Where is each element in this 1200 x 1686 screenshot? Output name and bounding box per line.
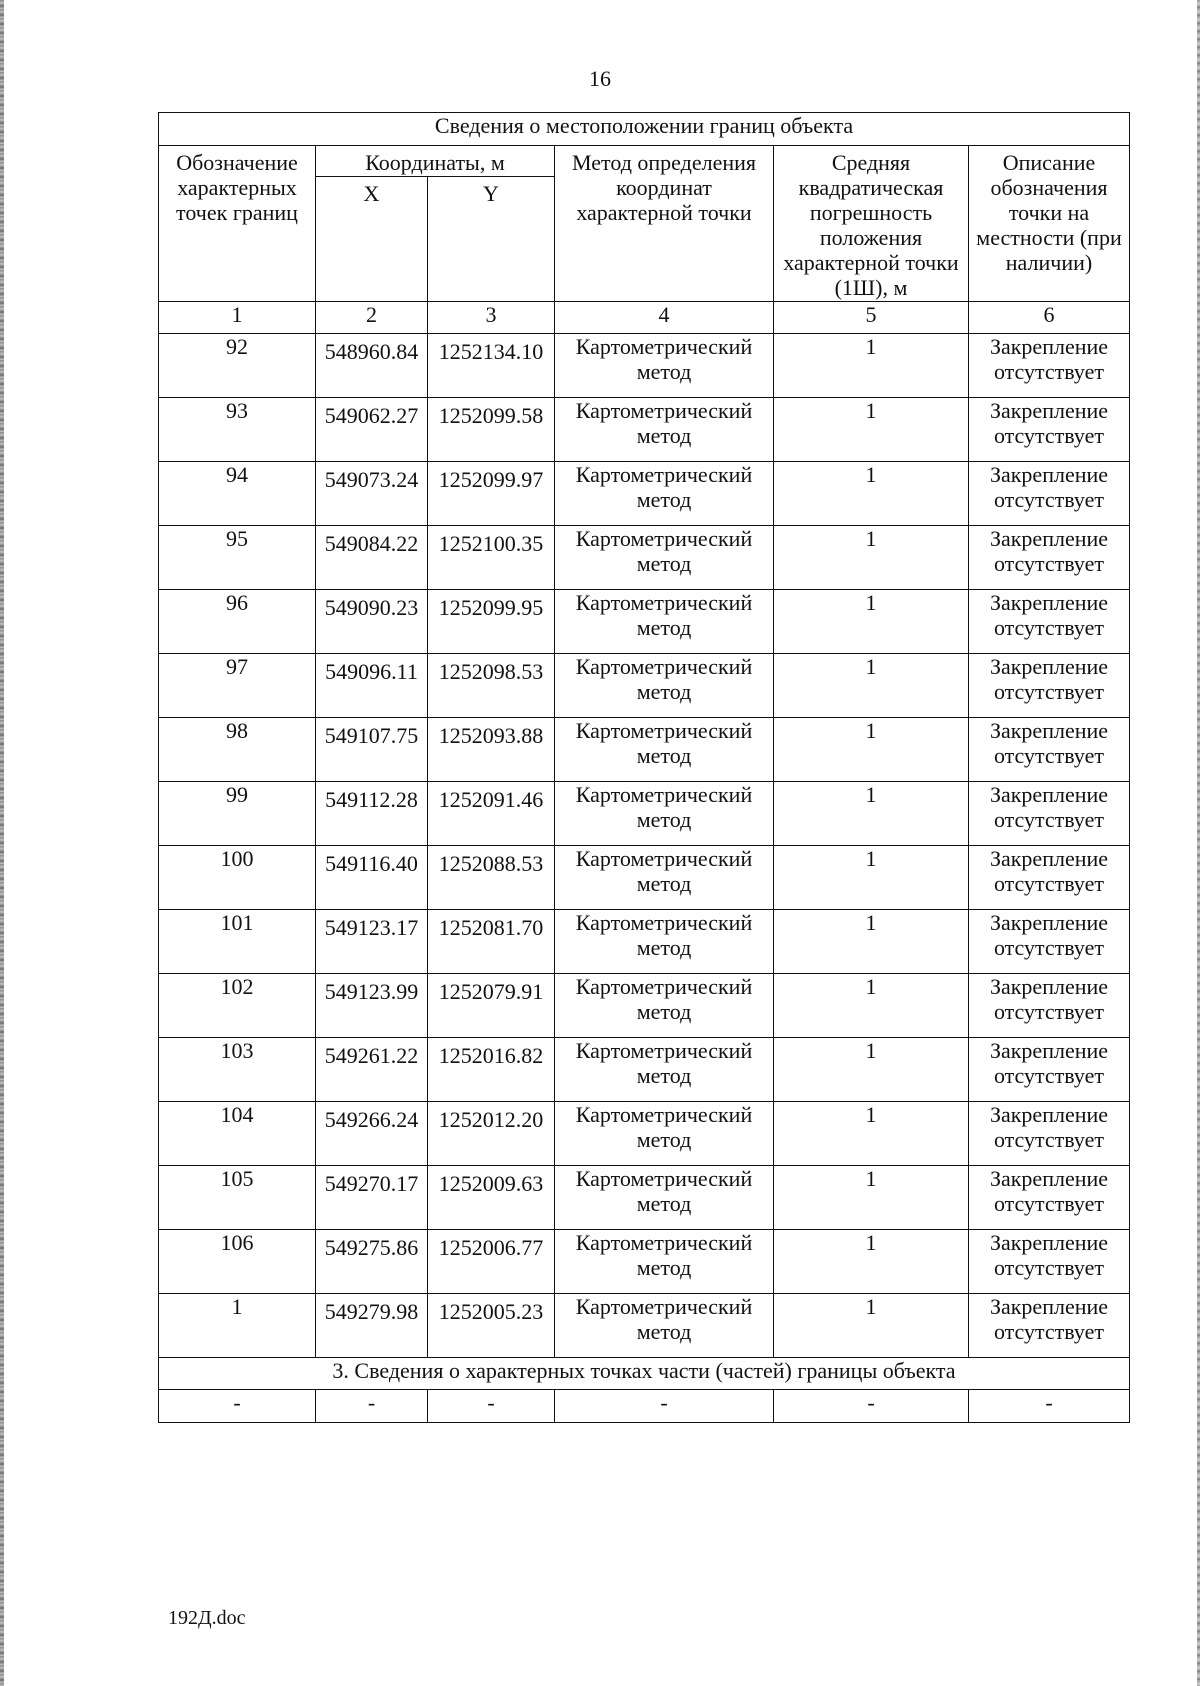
method-cell: Картометрический метод (555, 1166, 774, 1230)
header-point-designation: Обозначение характерных точек границ (159, 146, 316, 302)
dash-cell: - (428, 1390, 555, 1423)
x-coordinate-cell: 549107.75 (316, 718, 428, 782)
x-coordinate-cell: 549073.24 (316, 462, 428, 526)
x-coordinate-cell: 549090.23 (316, 590, 428, 654)
point-cell: 102 (159, 974, 316, 1038)
x-coordinate-cell: 549279.98 (316, 1294, 428, 1358)
point-cell: 1 (159, 1294, 316, 1358)
dash-cell: - (555, 1390, 774, 1423)
table-row (159, 910, 1130, 974)
error-cell: 1 (774, 398, 969, 462)
header-error: Средняя квадратическая погрешность положения характерной точки (1Ш), м (774, 146, 969, 302)
error-cell: 1 (774, 846, 969, 910)
y-coordinate-cell: 1252099.58 (428, 398, 555, 462)
description-cell: Закрепление отсутствует (969, 334, 1130, 398)
table-row (159, 782, 1130, 846)
table-row (159, 846, 1130, 910)
point-cell: 98 (159, 718, 316, 782)
boundary-coordinates-table (158, 112, 1130, 1423)
section-3-values-row (159, 1390, 1130, 1423)
description-cell: Закрепление отсутствует (969, 462, 1130, 526)
column-number: 6 (969, 302, 1130, 334)
table-row (159, 462, 1130, 526)
dash-cell: - (159, 1390, 316, 1423)
error-cell: 1 (774, 526, 969, 590)
point-cell: 95 (159, 526, 316, 590)
table-row (159, 974, 1130, 1038)
table-row (159, 1294, 1130, 1358)
column-number: 4 (555, 302, 774, 334)
description-cell: Закрепление отсутствует (969, 590, 1130, 654)
error-cell: 1 (774, 974, 969, 1038)
y-coordinate-cell: 1252099.97 (428, 462, 555, 526)
point-cell: 101 (159, 910, 316, 974)
error-cell: 1 (774, 1166, 969, 1230)
method-cell: Картометрический метод (555, 654, 774, 718)
table-row (159, 1102, 1130, 1166)
method-cell: Картометрический метод (555, 1294, 774, 1358)
description-cell: Закрепление отсутствует (969, 1166, 1130, 1230)
method-cell: Картометрический метод (555, 782, 774, 846)
error-cell: 1 (774, 1230, 969, 1294)
y-coordinate-cell: 1252006.77 (428, 1230, 555, 1294)
error-cell: 1 (774, 654, 969, 718)
x-coordinate-cell: 548960.84 (316, 334, 428, 398)
point-cell: 100 (159, 846, 316, 910)
description-cell: Закрепление отсутствует (969, 654, 1130, 718)
table-row (159, 1166, 1130, 1230)
method-cell: Картометрический метод (555, 718, 774, 782)
header-x: X (316, 177, 428, 302)
header-method: Метод определения координат характерной точки (555, 146, 774, 302)
error-cell: 1 (774, 910, 969, 974)
y-coordinate-cell: 1252088.53 (428, 846, 555, 910)
point-cell: 97 (159, 654, 316, 718)
point-cell: 104 (159, 1102, 316, 1166)
method-cell: Картометрический метод (555, 526, 774, 590)
x-coordinate-cell: 549096.11 (316, 654, 428, 718)
error-cell: 1 (774, 718, 969, 782)
x-coordinate-cell: 549261.22 (316, 1038, 428, 1102)
method-cell: Картометрический метод (555, 974, 774, 1038)
description-cell: Закрепление отсутствует (969, 910, 1130, 974)
x-coordinate-cell: 549266.24 (316, 1102, 428, 1166)
file-name: 192Д.doc (168, 1607, 246, 1629)
description-cell: Закрепление отсутствует (969, 526, 1130, 590)
method-cell: Картометрический метод (555, 910, 774, 974)
x-coordinate-cell: 549275.86 (316, 1230, 428, 1294)
table-row (159, 1038, 1130, 1102)
table-row (159, 334, 1130, 398)
x-coordinate-cell: 549112.28 (316, 782, 428, 846)
point-cell: 99 (159, 782, 316, 846)
table-row (159, 654, 1130, 718)
y-coordinate-cell: 1252100.35 (428, 526, 555, 590)
method-cell: Картометрический метод (555, 462, 774, 526)
y-coordinate-cell: 1252134.10 (428, 334, 555, 398)
description-cell: Закрепление отсутствует (969, 1038, 1130, 1102)
method-cell: Картометрический метод (555, 1038, 774, 1102)
scan-edge-left (0, 0, 4, 1686)
dash-cell: - (316, 1390, 428, 1423)
dash-cell: - (969, 1390, 1130, 1423)
y-coordinate-cell: 1252079.91 (428, 974, 555, 1038)
page-number: 16 (589, 66, 611, 91)
table-row (159, 1230, 1130, 1294)
column-number: 2 (316, 302, 428, 334)
error-cell: 1 (774, 782, 969, 846)
method-cell: Картометрический метод (555, 1230, 774, 1294)
table-row (159, 590, 1130, 654)
error-cell: 1 (774, 590, 969, 654)
point-cell: 106 (159, 1230, 316, 1294)
point-cell: 96 (159, 590, 316, 654)
x-coordinate-cell: 549270.17 (316, 1166, 428, 1230)
y-coordinate-cell: 1252098.53 (428, 654, 555, 718)
y-coordinate-cell: 1252099.95 (428, 590, 555, 654)
table-row (159, 398, 1130, 462)
dash-cell: - (774, 1390, 969, 1423)
error-cell: 1 (774, 1038, 969, 1102)
header-coordinates: Координаты, м (316, 146, 555, 177)
x-coordinate-cell: 549084.22 (316, 526, 428, 590)
column-number: 5 (774, 302, 969, 334)
table-caption: Сведения о местоположении границ объекта (159, 113, 1130, 146)
y-coordinate-cell: 1252016.82 (428, 1038, 555, 1102)
table-row (159, 718, 1130, 782)
description-cell: Закрепление отсутствует (969, 974, 1130, 1038)
method-cell: Картометрический метод (555, 334, 774, 398)
y-coordinate-cell: 1252005.23 (428, 1294, 555, 1358)
y-coordinate-cell: 1252091.46 (428, 782, 555, 846)
section-3-row (159, 1358, 1130, 1390)
x-coordinate-cell: 549062.27 (316, 398, 428, 462)
header-row-1 (159, 146, 1130, 177)
description-cell: Закрепление отсутствует (969, 1294, 1130, 1358)
method-cell: Картометрический метод (555, 846, 774, 910)
method-cell: Картометрический метод (555, 590, 774, 654)
point-cell: 105 (159, 1166, 316, 1230)
error-cell: 1 (774, 334, 969, 398)
description-cell: Закрепление отсутствует (969, 718, 1130, 782)
point-cell: 94 (159, 462, 316, 526)
x-coordinate-cell: 549123.17 (316, 910, 428, 974)
x-coordinate-cell: 549123.99 (316, 974, 428, 1038)
column-number: 3 (428, 302, 555, 334)
y-coordinate-cell: 1252012.20 (428, 1102, 555, 1166)
description-cell: Закрепление отсутствует (969, 398, 1130, 462)
description-cell: Закрепление отсутствует (969, 1102, 1130, 1166)
description-cell: Закрепление отсутствует (969, 1230, 1130, 1294)
method-cell: Картометрический метод (555, 1102, 774, 1166)
table-caption-row (159, 113, 1130, 146)
description-cell: Закрепление отсутствует (969, 846, 1130, 910)
point-cell: 103 (159, 1038, 316, 1102)
y-coordinate-cell: 1252093.88 (428, 718, 555, 782)
point-cell: 92 (159, 334, 316, 398)
description-cell: Закрепление отсутствует (969, 782, 1130, 846)
column-number-row (159, 302, 1130, 334)
section-3-title: 3. Сведения о характерных точках части (частей) границы объекта (159, 1358, 1130, 1390)
point-cell: 93 (159, 398, 316, 462)
error-cell: 1 (774, 462, 969, 526)
method-cell: Картометрический метод (555, 398, 774, 462)
error-cell: 1 (774, 1294, 969, 1358)
header-y: Y (428, 177, 555, 302)
column-number: 1 (159, 302, 316, 334)
x-coordinate-cell: 549116.40 (316, 846, 428, 910)
table-row (159, 526, 1130, 590)
y-coordinate-cell: 1252009.63 (428, 1166, 555, 1230)
error-cell: 1 (774, 1102, 969, 1166)
header-description: Описание обозначения точки на местности (при наличии) (969, 146, 1130, 302)
y-coordinate-cell: 1252081.70 (428, 910, 555, 974)
